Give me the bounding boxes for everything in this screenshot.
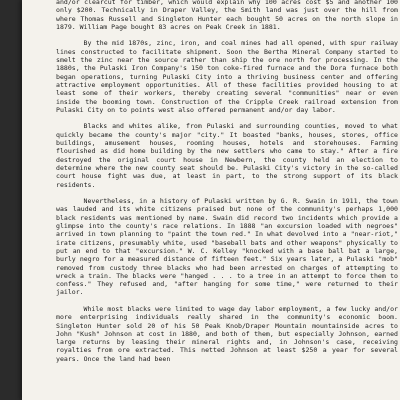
paragraph-3: Blacks and whites alike, from Pulaski and surrounding counties, moved to what quickly became the county's major "city." It boasted "banks, houses, stores, office buildings, amusement houses, rooming houses, hotels and storehouses. Farming flourished as did home building by the new settlers who came to stay." After a fire destroyed the original court house in Newbern, the county held an election to determine where the new county seat should be. Pulaski City's victory in the so-called court house fight was due, at least in part, to the strong support of its black residents. <box>56 122 398 189</box>
document-sheet <box>22 0 400 400</box>
paragraph-4: Nevertheless, in a history of Pulaski written by G. R. Swain in 1911, the town was lauded and its white citizens praised but none of the community's perhaps 1,000 black residents was mentioned by name. Swain did record two incidents which provide a glimpse into the county's race relations. In 1888 "an excursion loaded with negroes" arrived in town planning to "paint the town red." In what devolved into a "near-riot," irate citizens, presumably white, used "baseball bats and other weapons" physically to put an end to that "excursion." W. C. Kelley "knocked with a base ball bat a large, burly negro for a measured distance of fifteen feet." Six years later, a Pulaski "mob" removed from custody three blacks who had been arrested on charges of attempting to wreck a train. The blacks were "hanged . . . to a tree in an attempt to force them to confess." They refused and, "after hanging for some time," were returned to their jailor. <box>56 197 398 297</box>
paragraph-1: and/or clearcut for timber, which would explain why 100 acres cost $5 and another 100 only $200. Technically in Draper Valley, the Smith land was just over the hill from where Thomas Russell and Singleton Hunter each bought 50 acres on the north slope in 1879. William Page bought 83 acres on Peak Creek in 1881. <box>56 0 398 31</box>
paragraph-2: By the mid 1870s, zinc, iron, and coal mines had all opened, with spur railway lines constructed to facilitate shipment. Soon the Bertha Mineral Company started to smelt the zinc near the source rather than ship the ore north for processing. In the 1880s, the Pulaski Iron Company's 150 ton coke-fired furnace and the Dora furnace both began operations, turning Pulaski City into a thriving business center and offering attractive employment opportunities. All of these facilities provided housing to at least some of their workers, thereby creating several "communities" near or even inside the booming town. Construction of the Cripple Creek railroad extension from Pulaski City on to points west also offered permanent and/or day labor. <box>56 39 398 114</box>
document-body <box>56 0 398 371</box>
paragraph-5: While most blacks were limited to wage day labor employment, a few lucky and/or more enterprising individuals really shared in the community's economic boom. Singleton Hunter sold 20 of his 50 Peak Knob/Draper Mountain mountainside acres to John "Kush" Johnson at cost in 1880, and both of them, but especially Johnson, earned large returns by leasing their mineral rights and, in Johnson's case, receiving royalties from ore extracted. This netted Johnson at least $250 a year for several years. Once the land had been <box>56 304 398 363</box>
